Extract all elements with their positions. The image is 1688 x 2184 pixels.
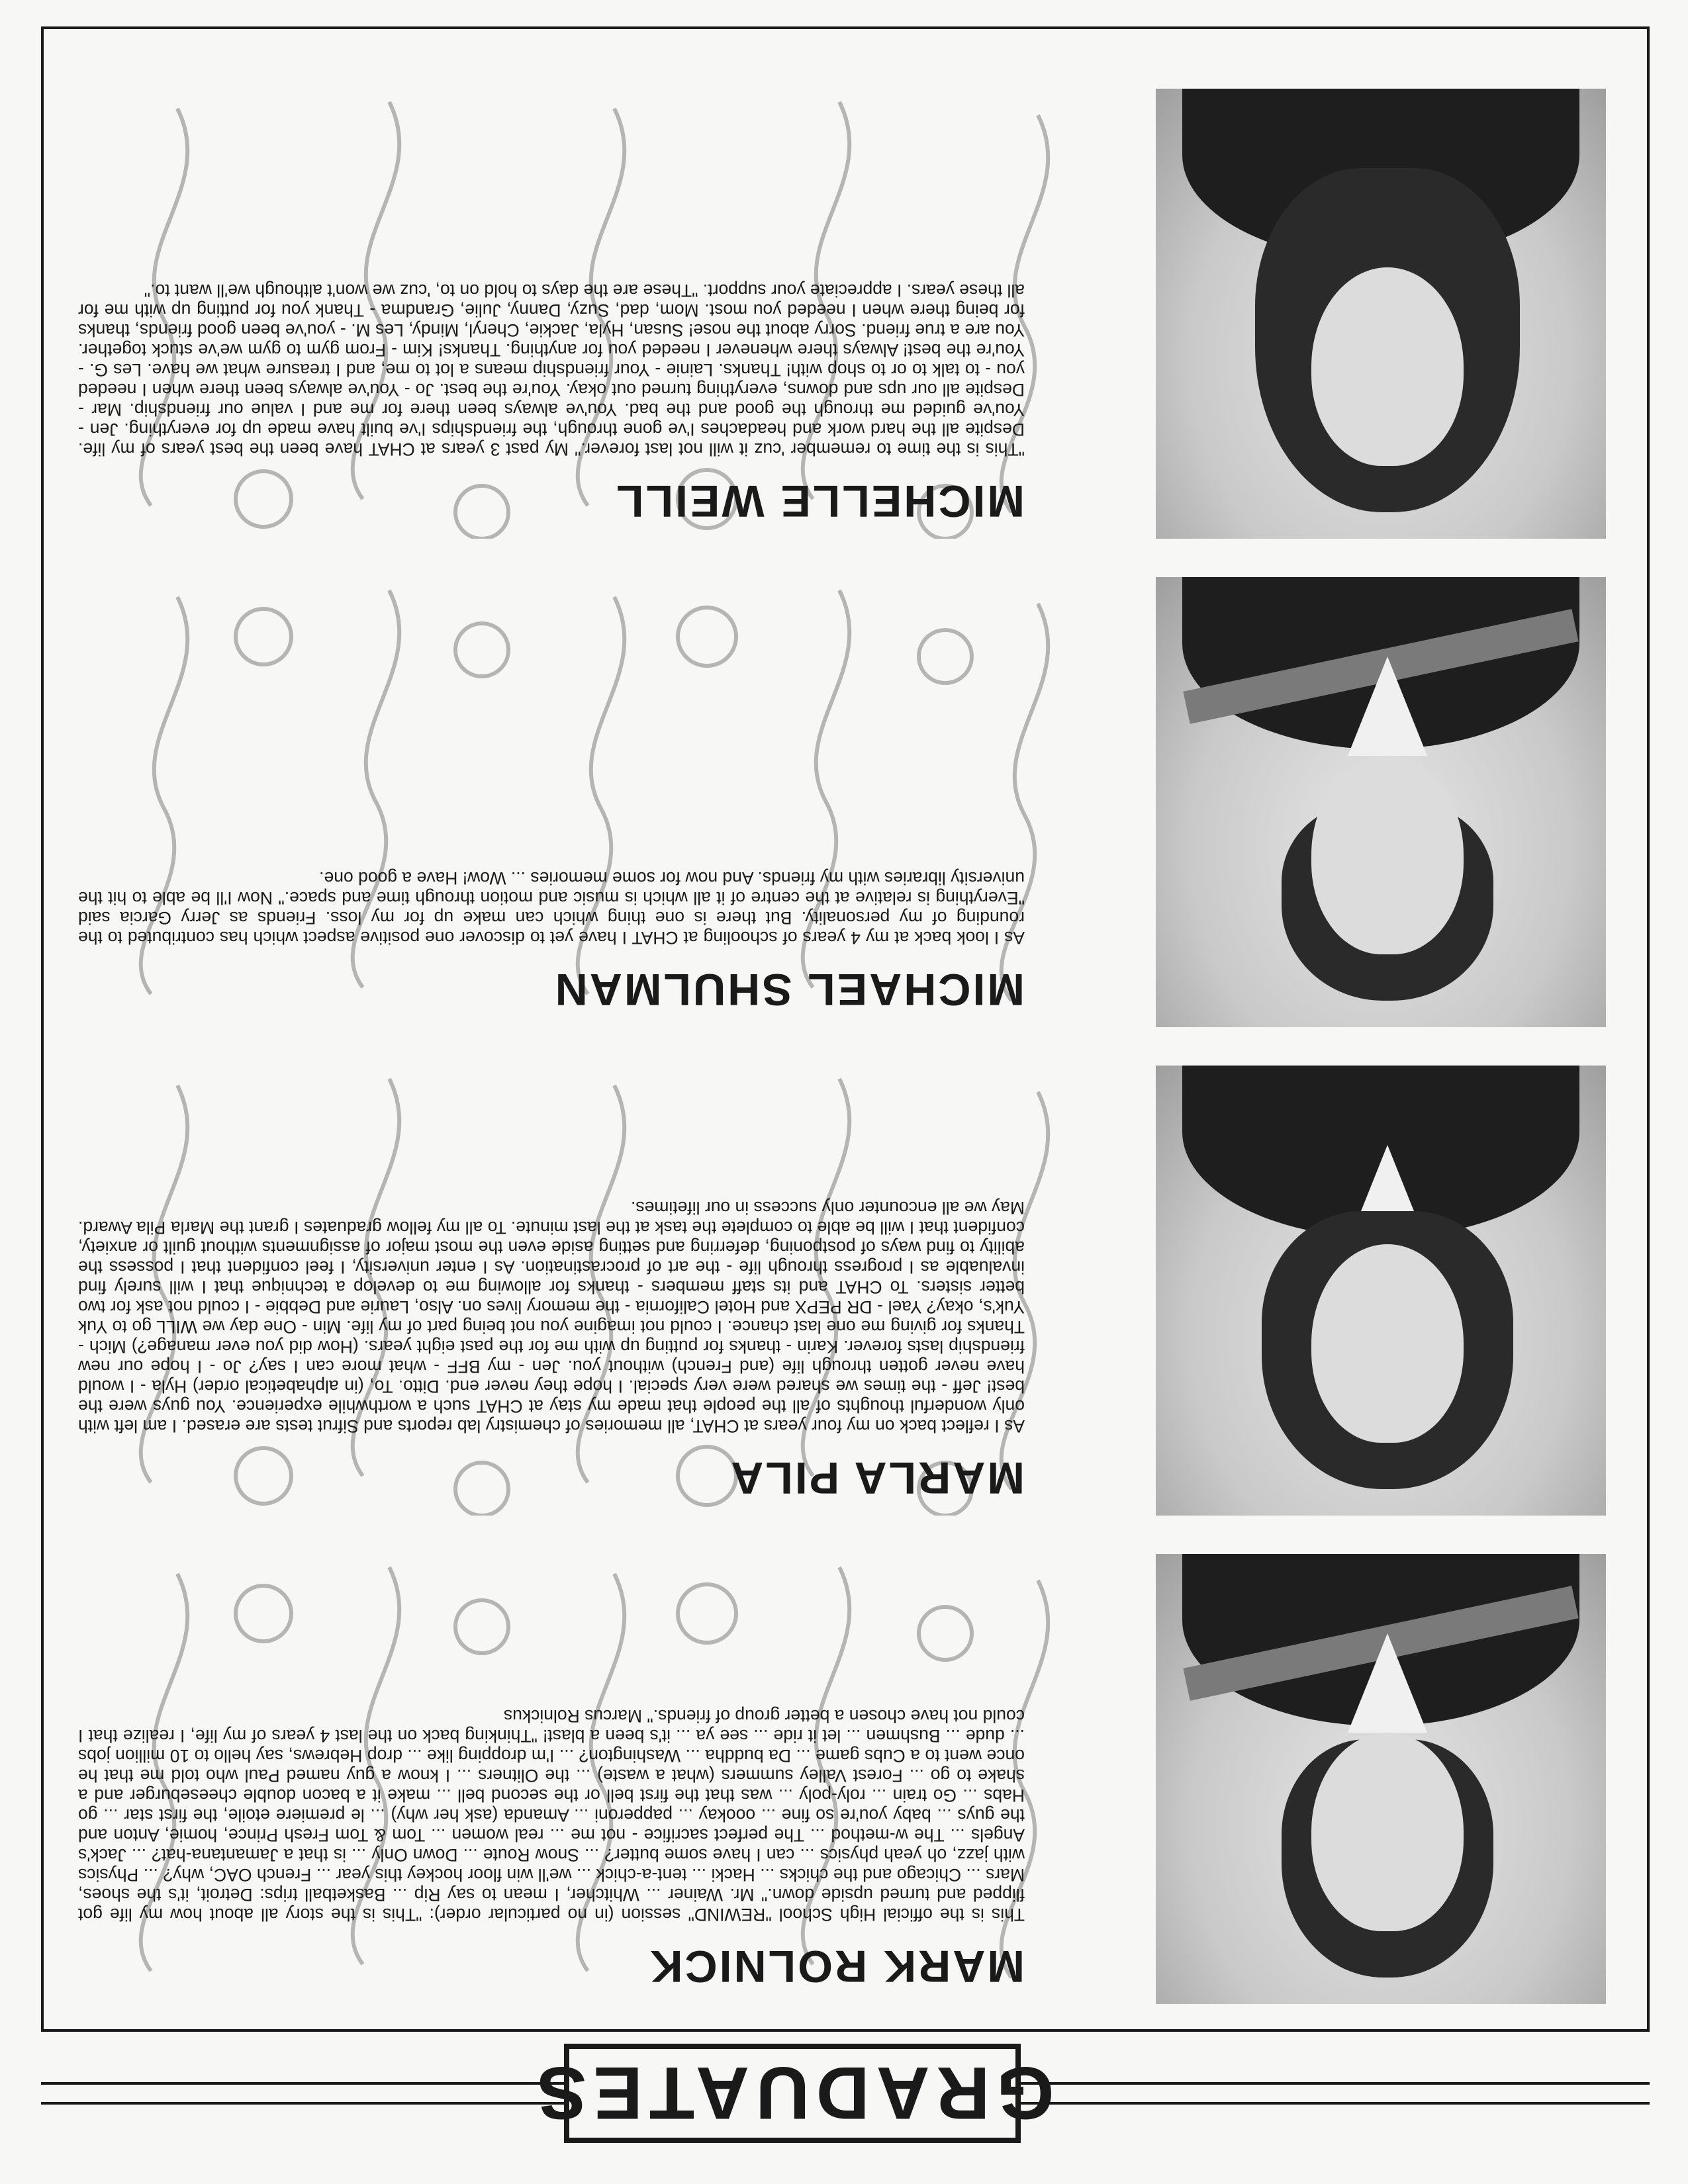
graduate-name: MARLA PILA (729, 1453, 1025, 1503)
graduate-quote: As I reflect back on my four years at CHAT, all memories of chemistry lab reports and Sifrut tests are erased. I am left with only wonderful thoughts of all the people that made my stay at CHAT such a worthwhile experience. You guys were the best! Jeff - the times we shared were very special. I hope they never end. Ditto. To, (in alphabetical order) Hyla - I would have never gotten through life (and French) without you. Jen - my BFF - what more can I say? Jo - I hope our new friendship lasts forever. Karin - thanks for putting up with me for the past eight years. (How did you ever manage?) Mich - Thanks for giving me one last chance. I could not imagine you not being part of my life. Min - One day we WILL go to Yuk Yuk's, okay? Yael - DR PEPX and Hotel California - the memory lives on. Also, Laurie and Debbie - I could not ask for two better sisters. To CHAT and its staff members - thanks for allowing me to develop a technique that I will surely find invaluable as I progress through life - the art of procrastination. As I enter university, I feel confident that I possess the ability to find ways of postponing, deferring and setting aside even the most major of assignments without guilt or anxiety, confident that I will be able to complete the task at the last minute. To all my fellow graduates I grant the Marla Pila Award. May we all encounter only success in our lifetimes. (78, 1198, 1025, 1436)
graduate-portrait (1156, 89, 1606, 539)
graduate-quote: As I look back at my 4 years of schooling at CHAT I have yet to discover one positive aspect which has contributed to the rounding of my personality. But there is one thing which can make up for my loss. Friends as Jerry Garcia said "Everything is relative at the centre of it all which is music and motion through time and space." Now I'll be able to hit the university libraries with my friends. And now for some memories ... Wow! Have a good one. (78, 868, 1025, 948)
section-title: GRADUATES (530, 2052, 1055, 2135)
graduate-portrait (1156, 1066, 1606, 1516)
graduate-name: MICHAEL SHULMAN (553, 964, 1025, 1015)
graduate-portrait (1156, 577, 1606, 1027)
section-header (41, 2044, 1650, 2143)
graduate-portrait (1156, 1554, 1606, 2004)
graduates-frame (41, 26, 1650, 2032)
section-title-box (530, 2044, 1055, 2143)
graduate-quote: This is the official High School "REWIND" session (in no particular order): "This is the story all about how my life got flipped and turned upside down." Mr. Wainer ... Whitcher, I mean to say Rip ... Basketball trips: Detroit, it's the shoes, Mars ... Chicago and the chicks ... Hacki ... tent-a-chick ... we'll win floor hockey this year ... French OAC, why? ... Physics with jazz, oh yeah physics ... can I have some butter? ... Snow Route ... Down Only ... is that a Jamantana-hat? ... Jack's Angels ... The w-method ... The perfect sacrifice - not me ... real women ... Tom & Tom Fresh Prince, homie, Anton and the guys ... baby you're so fine ... oookay ... papperoni ... Amanda (ask her why) ... le premiere etoile, the first star ... go Habs ... Go train ... roly-poly ... was that the first bell or the second bell ... make it a bacon double cheeseburger and a shake to go ... Forest Valley summers (what a waste) ... the Olitners ... I know a guy named Paul who told me that he once went to a Cubs game ... Da buddha ... Washington? ... I'm dropping like ... drop Hebrews, say hello to 10 million jobs ... dude ... Bushmen ... let it ride ... see ya ... it's been a blast! "Thinking back on the last 4 years of my life, I realize that I could not have chosen a better group of friends." Marcus Rolnickus (78, 1706, 1025, 1925)
graduate-name: MARK ROLNICK (648, 1941, 1025, 1991)
decorative-swirl-pattern (85, 577, 1117, 1027)
graduate-name: MICHELLE WEILL (614, 476, 1025, 526)
graduate-quote: "This is the time to remember 'cuz it will not last forever." My past 3 years at CHAT have been the best years of my life. Despite all the hard work and headaches I've gone through, the friendships I've built have made up for everything. Jen - You've guided me through the good and the bad. You've always been there for me and I value our friendship. Mar - Despite all our ups and downs, everything turned out okay. You're the best. Jo - You've always been there when I needed you - to talk to or to shop with! Thanks. Lainie - Your friendship means a lot to me, and I treasure what we have. Les G. - You're the best! Always there whenever I needed you for anything. Thanks! Kim - From gym to gym we've stuck together. You are a true friend. Sorry about the nose! Susan, Hyla, Jackie, Cheryl, Mindy, Les M. - you've been good friends, thanks for being there when I needed you most. Mom, dad, Suzy, Danny, Julie, Grandma - Thank you for putting up with me for all these years. I appreciate your support. "These are the days to hold on to, 'cuz we won't although we'll want to." (78, 281, 1025, 459)
